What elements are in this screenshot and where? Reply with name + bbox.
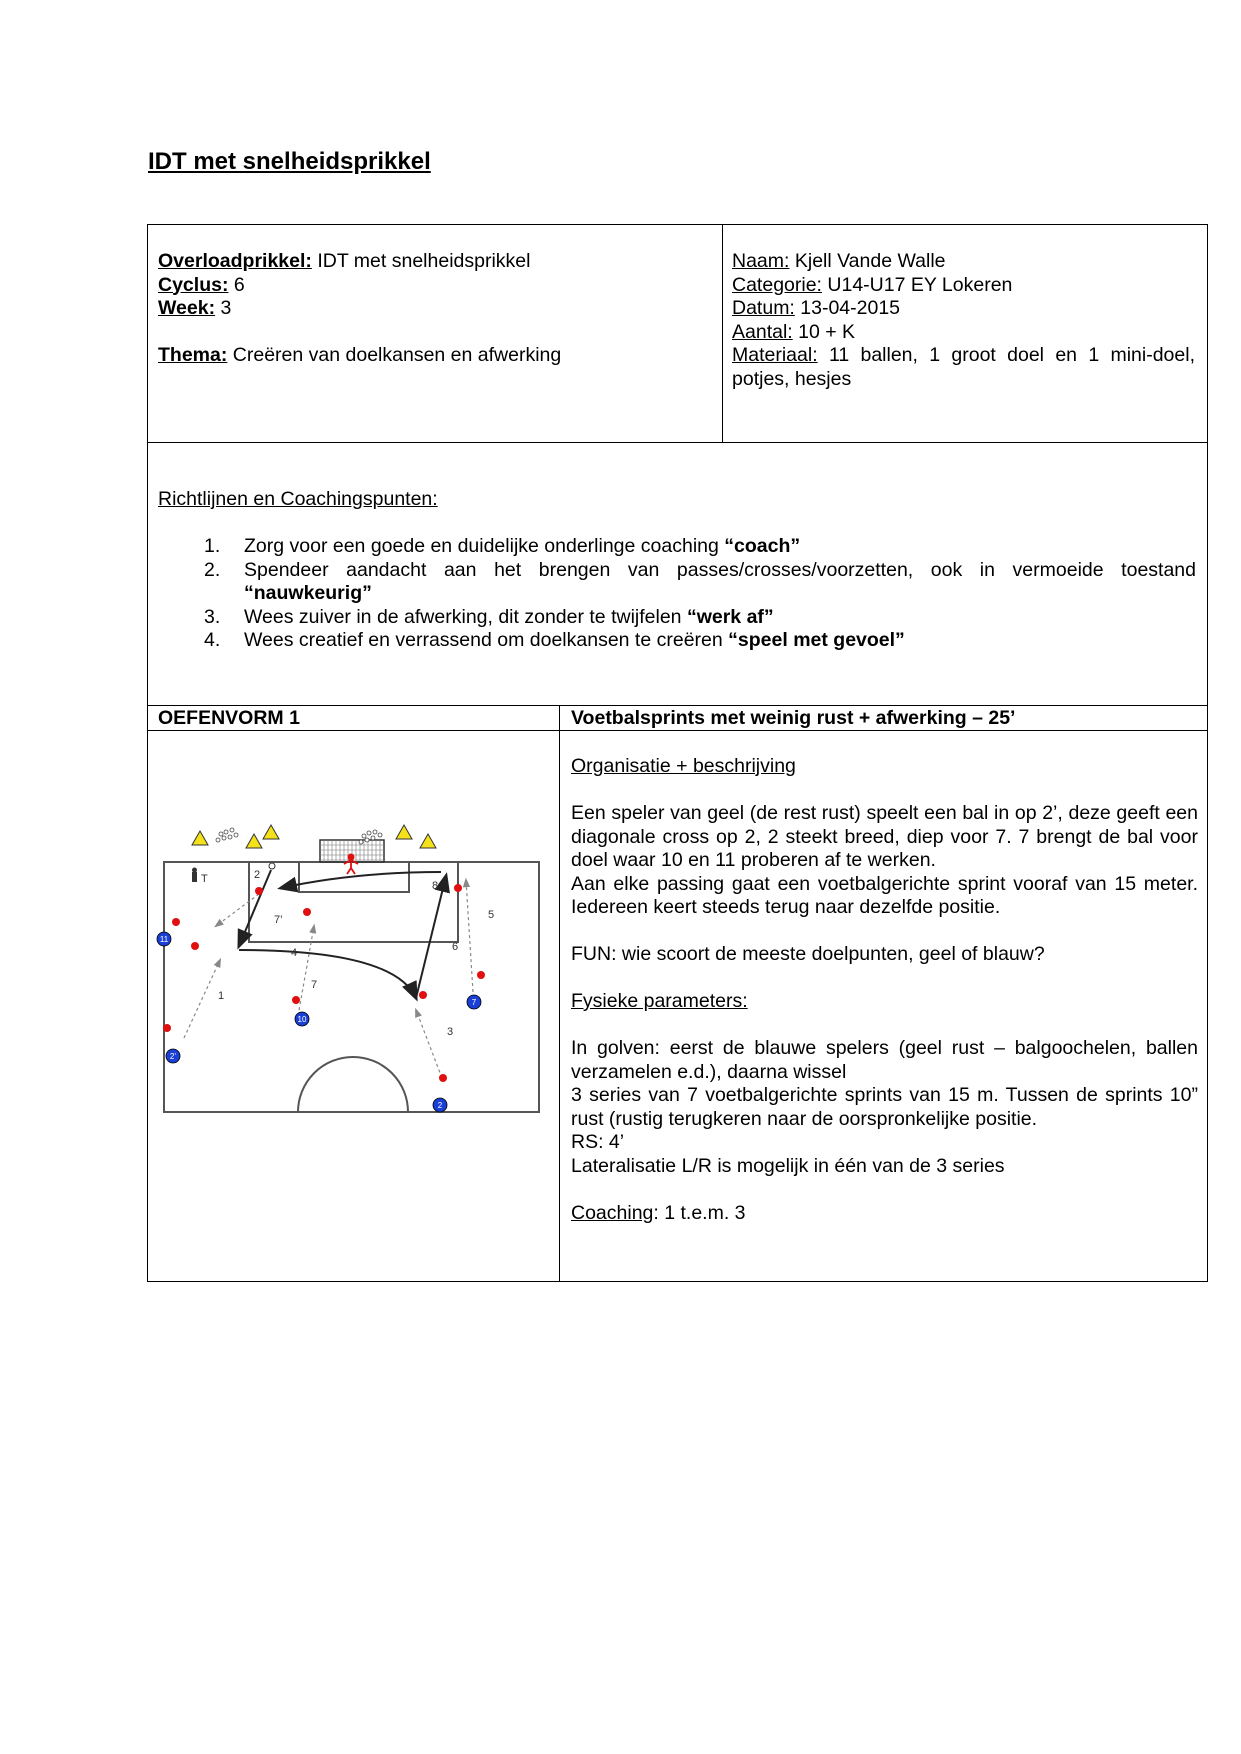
- list-keyword: “speel met gevoel”: [728, 629, 905, 651]
- org-paragraph-2: Aan elke passing gaat een voetbalgerichte sprint vooraf van 15 meter. Iedereen keert steeds terug naar dezelfde positie.: [571, 872, 1198, 918]
- list-item: [158, 559, 1196, 606]
- center-circle-arc: [298, 1057, 408, 1112]
- naam-value: Kjell Vande Walle: [794, 250, 946, 272]
- header-right-text: [732, 250, 1195, 391]
- label-T: T: [201, 873, 208, 885]
- penalty-box: [249, 862, 458, 942]
- org-heading: Organisatie + beschrijving: [571, 755, 796, 777]
- org-paragraph-1: Een speler van geel (de rest rust) speelt een bal in op 2’, deze geeft een diagonale cross op 2, 2 steekt breed, diep voor 7. 7 brengt de bal voor doel waar 10 en 11 proberen af te werken.: [571, 802, 1198, 871]
- label-6: 6: [452, 941, 459, 953]
- blue-player-10: [295, 1012, 309, 1026]
- list-keyword: “werk af”: [686, 605, 774, 628]
- thema-label: Thema:: [158, 344, 228, 366]
- list-text: Wees zuiver in de afwerking, dit zonder te twijfelen: [244, 605, 687, 628]
- aantal-value: 10 + K: [798, 320, 856, 343]
- coaching-label: Coaching: [571, 1201, 654, 1224]
- aantal-label: Aantal:: [732, 320, 793, 343]
- list-keyword: “nauwkeurig”: [244, 582, 372, 604]
- blue-player-2: [433, 1098, 447, 1112]
- phys-heading: Fysieke parameters:: [571, 990, 748, 1012]
- blue-player-11: [157, 932, 171, 946]
- datum-value: 13-04-2015: [800, 297, 901, 319]
- label-5: 5: [488, 909, 495, 921]
- overload-label: Overloadprikkel:: [158, 250, 312, 272]
- pitch-diagram: [154, 820, 554, 1150]
- label-8: 8: [432, 880, 439, 892]
- datum-label: Datum:: [732, 297, 795, 319]
- exercise-title: Voetbalsprints met weinig rust + afwerking – 25’: [571, 707, 1016, 729]
- list-text: Wees creatief en verrassend om doelkansen te creëren: [244, 629, 729, 651]
- list-number: 1.: [204, 535, 221, 557]
- list-keyword: “coach”: [724, 535, 801, 557]
- page-title: IDT met snelheidsprikkel: [148, 148, 431, 175]
- ball-icon: [269, 863, 275, 869]
- list-text: Zorg voor een goede en duidelijke onderlinge coaching: [244, 535, 725, 557]
- overload-value: IDT met snelheidsprikkel: [317, 250, 531, 272]
- guidelines-heading: Richtlijnen en Coachingspunten:: [158, 488, 438, 510]
- week-label: Week:: [158, 297, 216, 319]
- categorie-label: Categorie:: [732, 273, 822, 296]
- label-7: 7: [311, 979, 318, 991]
- phys-paragraph-3: RS: 4’: [571, 1131, 625, 1153]
- run-arrows: [184, 880, 473, 1078]
- svg-text:7: 7: [471, 998, 477, 1007]
- label-1: 1: [218, 990, 225, 1002]
- label-7prime: 7’: [274, 914, 283, 926]
- thema-value: Creëren van doelkansen en afwerking: [232, 344, 562, 366]
- label-3: 3: [447, 1026, 454, 1038]
- week-value: 3: [220, 297, 232, 319]
- svg-text:2’: 2’: [169, 1052, 177, 1061]
- list-text: Spendeer aandacht aan het brengen van passes/crosses/voorzetten, ook in vermoeide toestand: [244, 558, 1196, 581]
- phys-paragraph-1: In golven: eerst de blauwe spelers (geel rust – balgoochelen, ballen verzamelen e.d.), daarna wissel: [571, 1037, 1198, 1083]
- ball-pile-icons: [216, 828, 382, 844]
- list-number: 4.: [204, 629, 221, 651]
- list-item: [158, 535, 1196, 559]
- exercise-label: OEFENVORM 1: [158, 707, 300, 729]
- list-number: 3.: [204, 605, 221, 628]
- materiaal-value: 11 ballen, 1 groot doel en 1 mini-doel, potjes, hesjes: [732, 344, 1195, 390]
- cyclus-label: Cyclus:: [158, 273, 229, 296]
- blue-player-2prime: [166, 1049, 180, 1063]
- materiaal-label: Materiaal:: [732, 344, 818, 366]
- list-item: [158, 629, 1196, 653]
- fun-text: FUN: wie scoort de meeste doelpunten, geel of blauw?: [571, 943, 1045, 965]
- list-item: [158, 606, 1196, 630]
- svg-text:10: 10: [297, 1015, 307, 1024]
- exercise-description: [571, 755, 1198, 1225]
- trainer-icon: [192, 868, 197, 883]
- naam-label: Naam:: [732, 250, 790, 272]
- pitch-outline: [164, 862, 539, 1112]
- label-4: 4: [291, 947, 298, 959]
- list-number: 2.: [204, 558, 221, 581]
- guidelines-list: [158, 535, 1196, 653]
- coaching-value: : 1 t.e.m. 3: [653, 1201, 746, 1224]
- categorie-value: U14-U17 EY Lokeren: [827, 273, 1013, 296]
- blue-player-7: [467, 995, 481, 1009]
- label-2: 2: [254, 869, 261, 881]
- phys-paragraph-2: 3 series van 7 voetbalgerichte sprints van 15 m. Tussen de sprints 10” rust (rustig terugkeren naar de oorspronkelijke positie.: [571, 1084, 1198, 1130]
- pass-arrows: [239, 870, 446, 998]
- cyclus-value: 6: [233, 273, 245, 296]
- svg-text:11: 11: [159, 935, 169, 944]
- header-left-text: [158, 250, 713, 368]
- svg-text:2: 2: [437, 1101, 443, 1110]
- phys-paragraph-4: Lateralisatie L/R is mogelijk in één van de 3 series: [571, 1154, 1005, 1177]
- guidelines-section: [158, 488, 1196, 653]
